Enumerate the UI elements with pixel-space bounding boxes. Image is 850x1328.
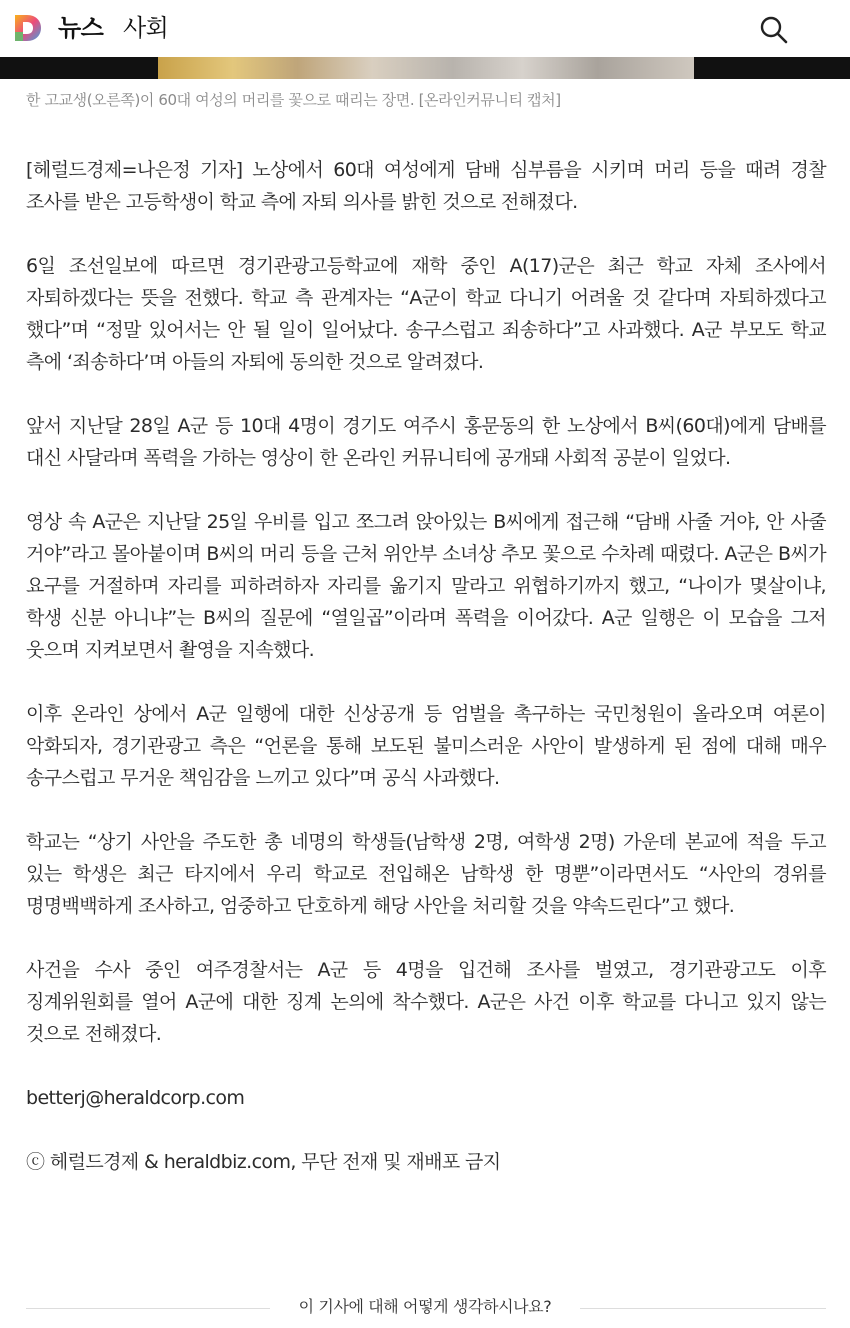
reporter-email[interactable]: betterj@heraldcorp.com (26, 1087, 245, 1109)
article-photo-image (158, 57, 694, 79)
copyright-notice: ⓒ 헤럴드경제 & heraldbiz.com, 무단 전재 및 재배포 금지 (26, 1151, 501, 1173)
article-paragraph: 학교는 “상기 사안을 주도한 총 네명의 학생들(남학생 2명, 여학생 2명) 가운데 본교에 적을 두고 있는 학생은 최근 타지에서 우리 학교로 전입해온 남학생 한 명뿐”이라면서도 “사안의 경위를 명명백백하게 조사하고, 엄중하고 단호하게 해당 사안을 처리할 것을 약속드린다”고 했다. (26, 831, 826, 917)
photo-caption: 한 고교생(오른쪽)이 60대 여성의 머리를 꽃으로 때리는 장면. [온라인커뮤니티 캡처] (26, 91, 561, 109)
app-header (0, 0, 850, 57)
article-paragraph: 사건을 수사 중인 여주경찰서는 A군 등 4명을 입건해 조사를 벌였고, 경기관광고도 이후 징계위원회를 열어 A군에 대한 징계 논의에 착수했다. A군은 사건 이후 학교를 다니고 있지 않는 것으로 전해졌다. (26, 959, 826, 1045)
subsection-title[interactable]: 사회 (123, 14, 169, 42)
search-icon (756, 12, 792, 48)
article-paragraph: 영상 속 A군은 지난달 25일 우비를 입고 쪼그려 앉아있는 B씨에게 접근해 “담배 사줄 거야, 안 사줄 거야”라고 몰아붙이며 B씨의 머리 등을 근처 위안부 소녀상 추모 꽃으로 수차례 때렸다. A군은 B씨가 요구를 거절하며 자리를 피하려하자 자리를 옮기지 말라고 위협하기까지 했고, “나이가 몇살이냐, 학생 신분 아니냐”는 B씨의 질문에 “열일곱”이라며 폭력을 이어갔다. A군 일행은 이 모습을 그저 웃으며 지켜보면서 촬영을 지속했다. (26, 511, 826, 661)
article-photo[interactable] (0, 57, 850, 79)
feedback-prompt: 이 기사에 대해 어떻게 생각하시나요? (270, 1295, 580, 1319)
daum-logo-icon[interactable] (12, 12, 44, 44)
article-body (26, 154, 826, 1210)
article-paragraph: [헤럴드경제=나은정 기자] 노상에서 60대 여성에게 담배 심부름을 시키며 머리 등을 때려 경찰 조사를 받은 고등학생이 학교 측에 자퇴 의사를 밝힌 것으로 전해졌다. (26, 159, 826, 213)
article-paragraph: 6일 조선일보에 따르면 경기관광고등학교에 재학 중인 A(17)군은 최근 학교 자체 조사에서 자퇴하겠다는 뜻을 전했다. 학교 측 관계자는 “A군이 학교 다니기 어려울 것 같다며 자퇴하겠다고 했다”며 “정말 있어서는 안 될 일이 일어났다. 송구스럽고 죄송하다”고 사과했다. A군 부모도 학교 측에 ‘죄송하다’며 아들의 자퇴에 동의한 것으로 알려졌다. (26, 255, 826, 373)
section-title[interactable]: 뉴스 (58, 14, 104, 42)
article-paragraph: 이후 온라인 상에서 A군 일행에 대한 신상공개 등 엄벌을 촉구하는 국민청원이 올라오며 여론이 악화되자, 경기관광고 측은 “언론을 통해 보도된 불미스러운 사안이 발생하게 된 점에 대해 매우 송구스럽고 무거운 책임감을 느끼고 있다”며 공식 사과했다. (26, 703, 826, 789)
article-paragraph: 앞서 지난달 28일 A군 등 10대 4명이 경기도 여주시 홍문동의 한 노상에서 B씨(60대)에게 담배를 대신 사달라며 폭력을 가하는 영상이 한 온라인 커뮤니티에 공개돼 사회적 공분이 일었다. (26, 415, 826, 469)
search-button[interactable] (756, 12, 792, 48)
